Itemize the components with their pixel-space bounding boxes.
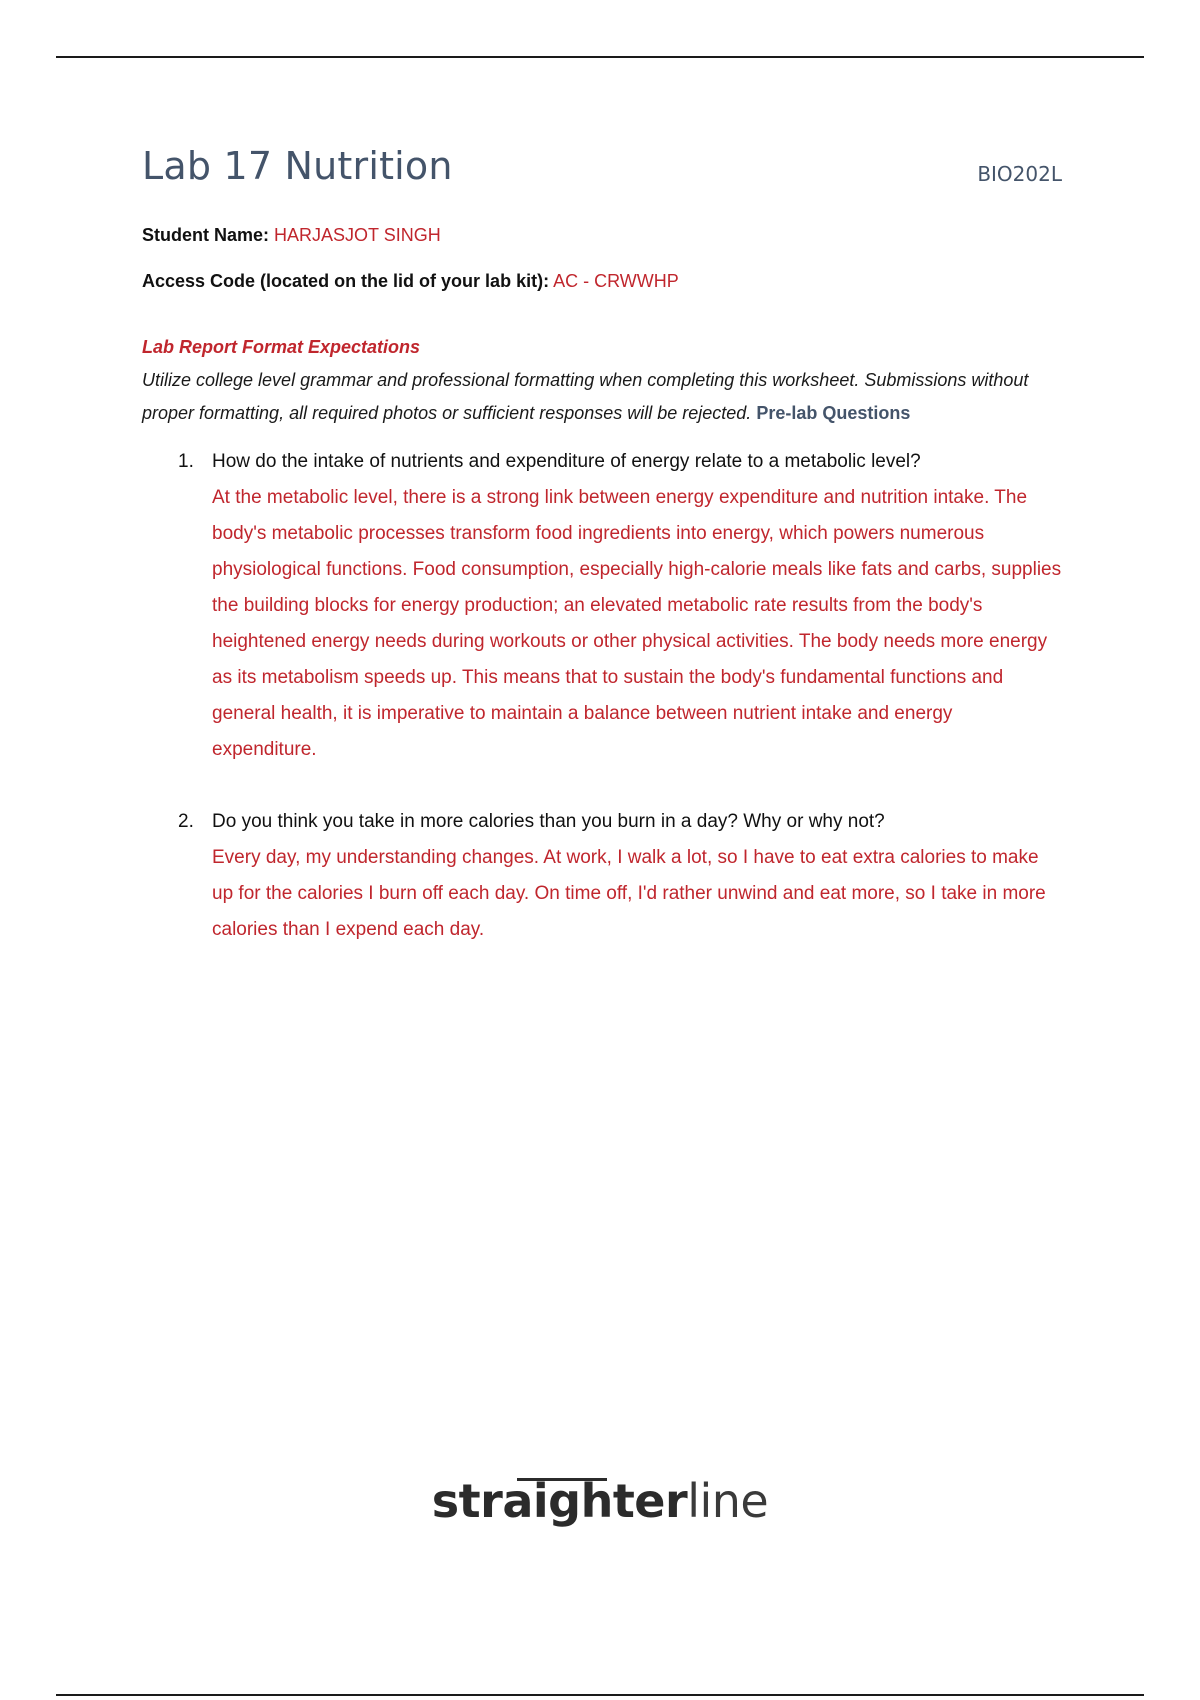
student-name-line <box>142 222 1062 248</box>
format-expectations-heading: Lab Report Format Expectations <box>142 337 421 357</box>
format-instructions <box>142 364 1062 430</box>
instructions-text: Utilize college level grammar and professional formatting when completing this worksheet. Submissions without proper formatting, all required photos or sufficient responses will be rejected. <box>142 370 1029 423</box>
question-item-1 <box>142 444 1062 768</box>
worksheet-page <box>142 140 1062 984</box>
bottom-rule <box>56 1694 1144 1696</box>
student-name-label: Student Name: <box>142 225 270 245</box>
answer-text: At the metabolic level, there is a strong link between energy expenditure and nutrition intake. The body's metabolic processes transform food ingredients into energy, which powers numerous physiological functions. Food consumption, especially high-calorie meals like fats and carbs, supplies the building blocks for energy production; an elevated metabolic rate results from the body's heightened energy needs during workouts or other physical activities. The body needs more energy as its metabolism speeds up. This means that to sustain the body's fundamental functions and general health, it is imperative to maintain a balance between nutrient intake and energy expenditure. <box>212 487 1062 760</box>
question-number: 2. <box>178 811 194 832</box>
student-name-value: HARJASJOT SINGH <box>274 225 441 245</box>
question-list <box>142 444 1062 948</box>
question-item-2 <box>142 804 1062 948</box>
access-code-value: AC - CRWWHP <box>553 271 679 291</box>
straighterline-logo <box>0 1474 1200 1528</box>
question-number: 1. <box>178 451 194 472</box>
question-text: Do you think you take in more calories than you burn in a day? Why or why not? <box>212 811 885 832</box>
logo-light-text: line <box>687 1474 769 1528</box>
access-code-label: Access Code (located on the lid of your lab kit): <box>142 271 550 291</box>
logo-bold-text: straighter <box>431 1474 688 1528</box>
top-rule <box>56 56 1144 58</box>
header-row <box>142 140 1062 200</box>
course-code: BIO202L <box>977 162 1062 186</box>
access-code-line <box>142 268 1062 294</box>
document-title: Lab 17 Nutrition <box>142 144 453 188</box>
prelab-heading: Pre-lab Questions <box>756 403 911 423</box>
answer-text: Every day, my understanding changes. At work, I walk a lot, so I have to eat extra calories to make up for the calories I burn off each day. On time off, I'd rather unwind and eat more, so I take in more calories than I expend each day. <box>212 847 1046 940</box>
question-text: How do the intake of nutrients and expenditure of energy relate to a metabolic level? <box>212 451 921 472</box>
